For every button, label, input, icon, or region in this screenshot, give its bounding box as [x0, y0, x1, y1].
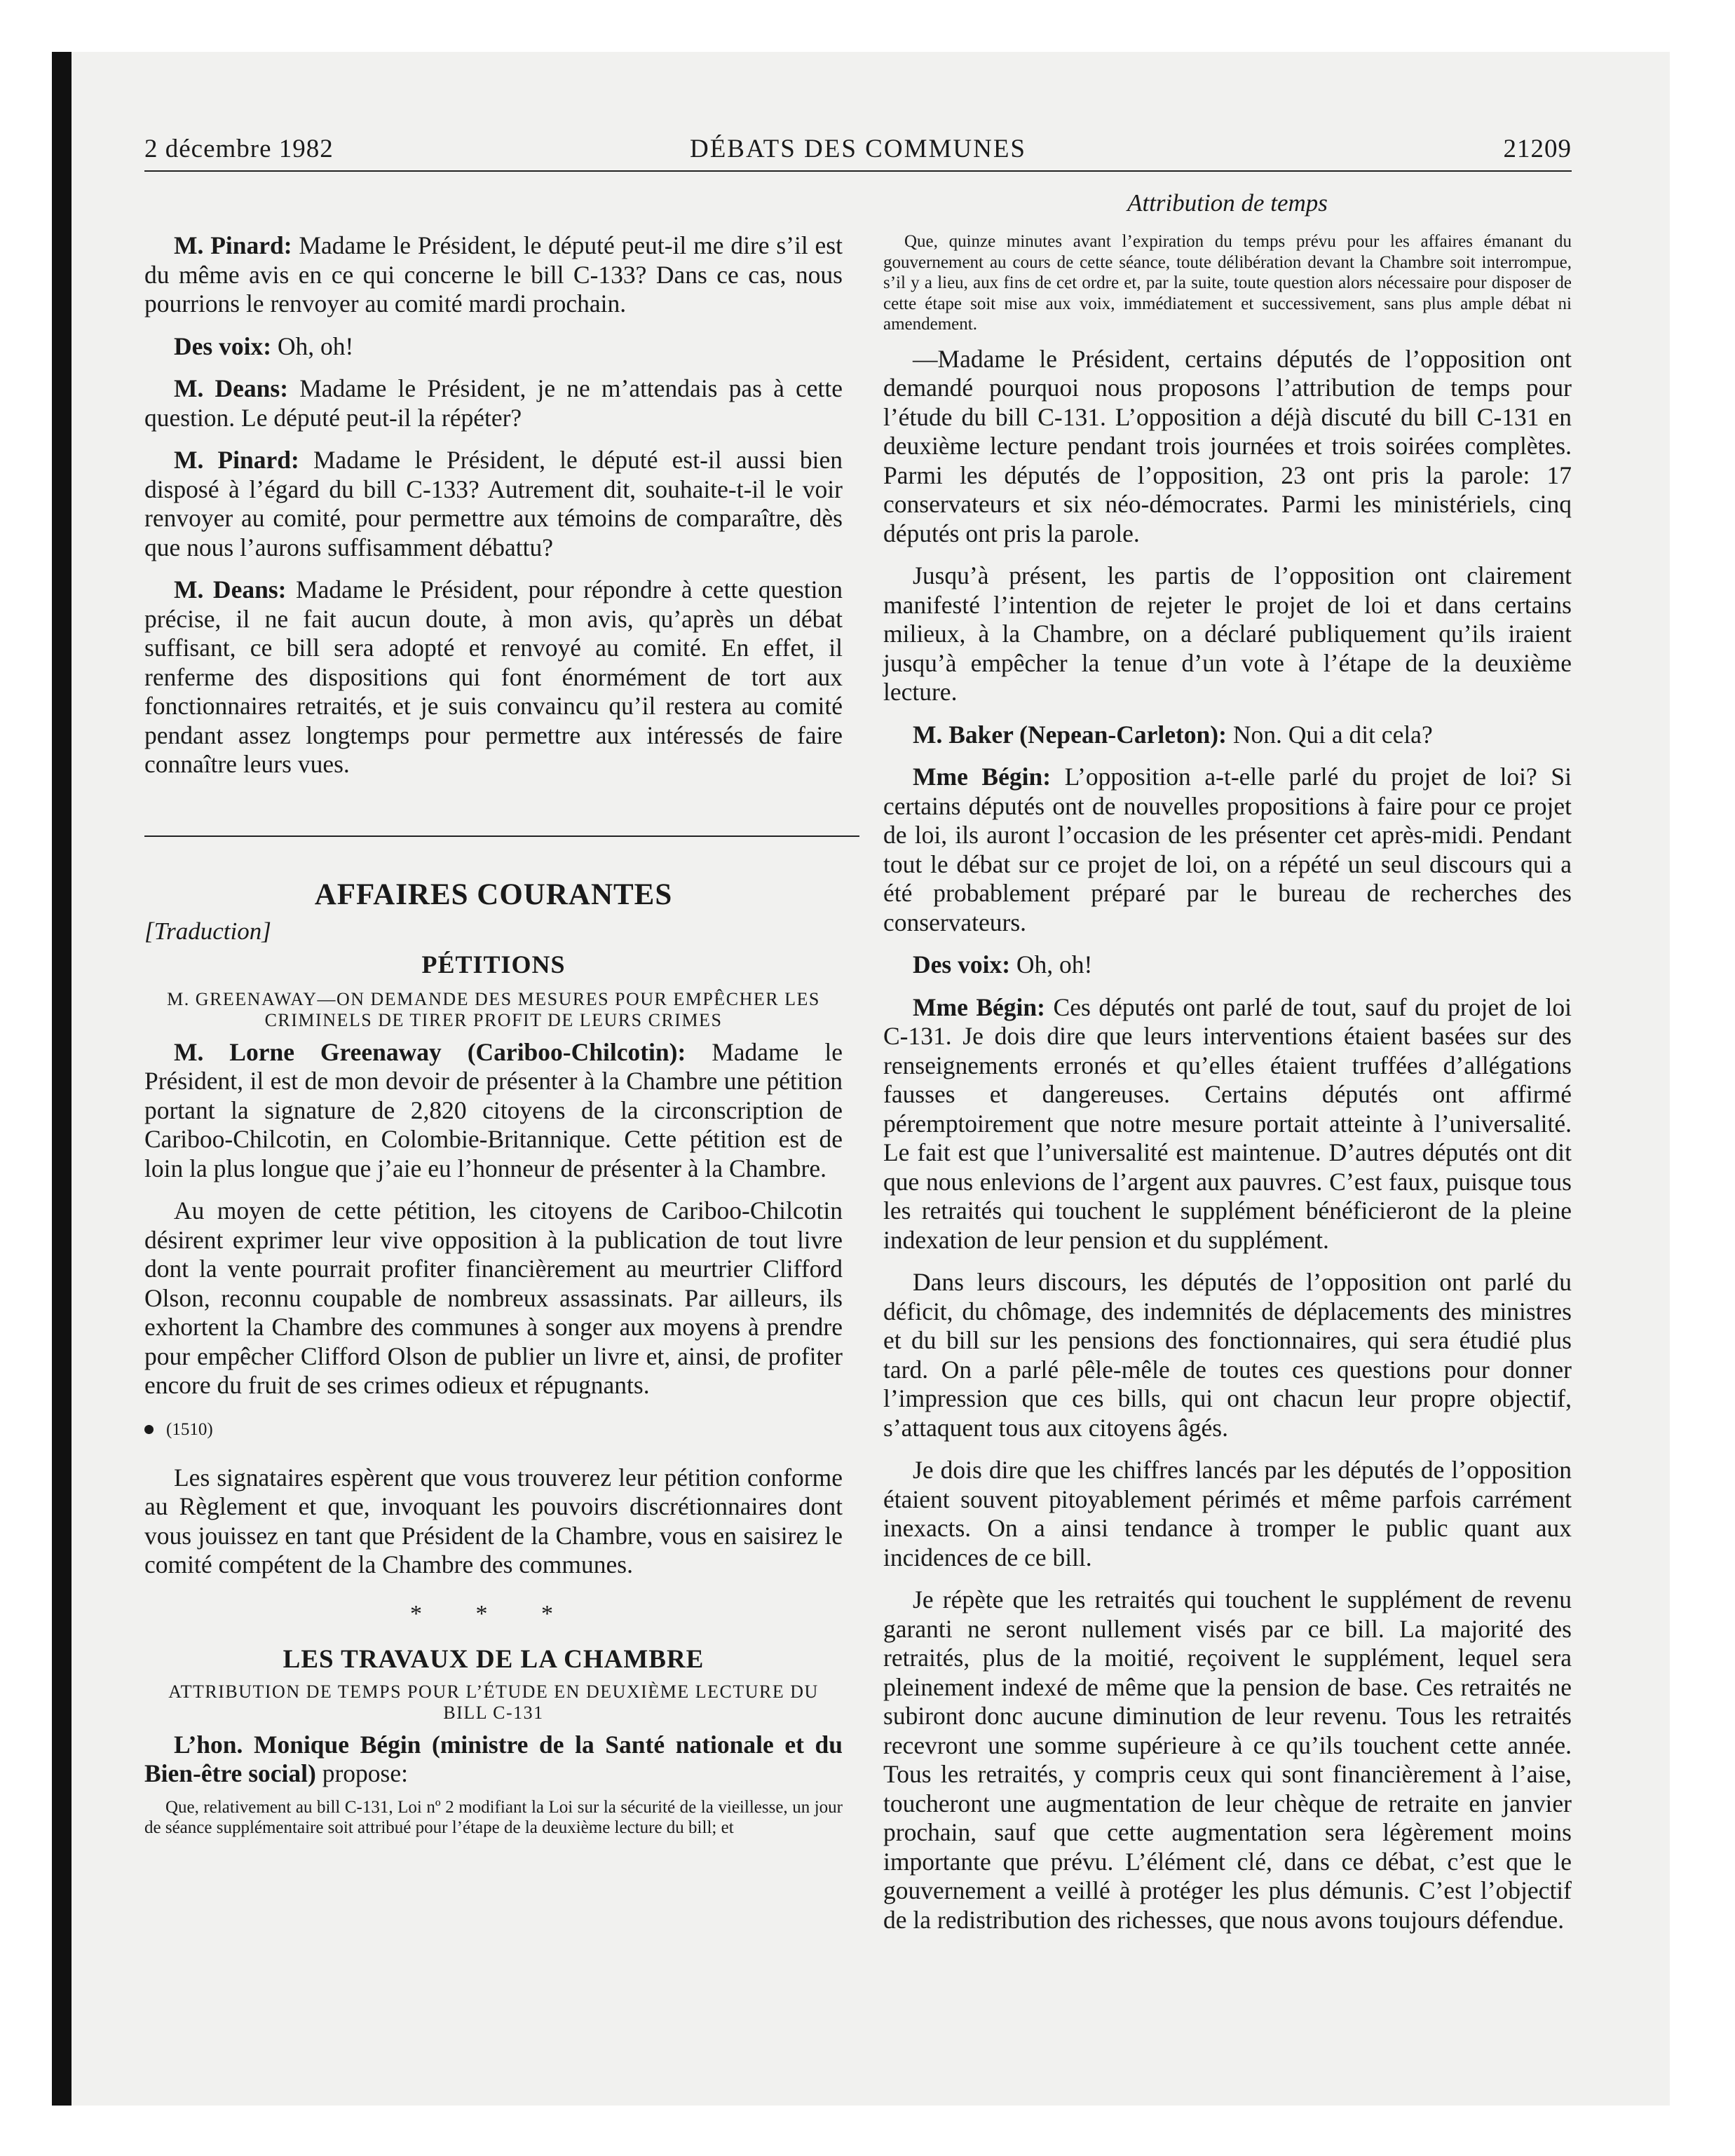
section-heading-travaux: LES TRAVAUX DE LA CHAMBRE: [283, 1644, 705, 1674]
paragraph: Je dois dire que les chiffres lancés par les députés de l’opposition étaient souvent pitoyablement périmés et même parfois carrément inexacts. On a ainsi tendance à tromper le public quant aux incidences de ce bill.: [883, 1456, 1572, 1571]
paragraph: [883, 950, 1572, 980]
paragraph: Dans leurs discours, les députés de l’opposition ont parlé du déficit, du chômage, des indemnités de déplacements des ministres et du bill sur les pensions des fonctionnaires, qui sera étudié plus tard. On a parlé pêle-mêle de toutes ces questions pour donner l’impression que ces bills, qui ont chacun leur propre objectif, s’attaquent tous aux citoyens âgés.: [883, 1268, 1572, 1442]
paragraph: [883, 763, 1572, 937]
motion-text: Que, quinze minutes avant l’expiration du temps prévu pour les affaires émanant du gouvernement au cours de cette séance, toute délibération devant la Chambre soit interrompue, s’il y a lieu, aux fins de cet ordre et, par la suite, toute question alors nécessaire pour disposer de cette étape soit mise aux voix, immédiatement et successivement, sans plus ample débat ni amendement.: [883, 232, 1572, 334]
paragraph: [144, 332, 843, 362]
paragraph: [144, 374, 843, 432]
paragraph: [144, 446, 843, 562]
header-title: DÉBATS DES COMMUNES: [689, 135, 1026, 163]
paragraph: [144, 1731, 843, 1789]
running-header: [144, 134, 1572, 172]
speech-text: Madame le Président, il est de mon devoir de présenter à la Chambre une pétition portant la signature de 2,820 citoyens de la circonscription de Cariboo-Chilcotin, en Colombie-Britannique. Cette pétition est de loin la plus longue que j’aie eu l’honneur de présenter à la Chambre.: [144, 1037, 843, 1182]
speaker: M. Deans:: [174, 575, 287, 603]
speaker: M. Lorne Greenaway (Cariboo-Chilcotin):: [174, 1037, 686, 1066]
speaker: Des voix:: [174, 332, 272, 360]
paragraph: [144, 1038, 843, 1184]
speaker: M. Deans:: [174, 374, 289, 402]
paragraph: Je répète que les retraités qui touchent le supplément de revenu garanti ne seront nullement visés par ce bill. La majorité des retraités, plus de la moitié, reçoivent le supplément, lequel sera pleinement indexé de même que la pension de base. Ces retraités ne subiront donc aucune diminution de leur revenu. Tous les retraités recevront une somme supérieure à ce qu’ils touchent cette année. Tous les retraités, y compris ceux qui sont financièrement à l’aise, toucheront une augmentation de leur chèque de retraite en janvier prochain, sauf que cette augmentation sera légèrement moins importante que prévu. L’élément clé, dans ce débat, c’est que le gouvernement a veillé à protéger les plus démunis. C’est l’objectif de la redistribution des richesses, que nous avons toujours défendue.: [883, 1585, 1572, 1934]
paragraph: Jusqu’à présent, les partis de l’opposition ont clairement manifesté l’intention de rejeter le projet de loi et dans certains milieux, à la Chambre, on a déclaré publiquement qu’ils iraient jusqu’à empêcher la tenue d’un vote à l’étape de la deuxième lecture.: [883, 561, 1572, 706]
speech-text: Non. Qui a dit cela?: [1226, 720, 1433, 749]
paragraph: [144, 231, 843, 319]
speech-text: Oh, oh!: [271, 332, 354, 360]
speaker: M. Pinard:: [174, 231, 292, 259]
paragraph: [883, 993, 1572, 1255]
speaker: M. Baker (Nepean-Carleton):: [913, 720, 1227, 749]
motion-text: Que, relativement au bill C-131, Loi nº 2 modifiant la Loi sur la sécurité de la vieillesse, un jour de séance supplémentaire soit attribué pour l’étape de la deuxième lecture du bill; et: [144, 1797, 843, 1837]
paragraph: Au moyen de cette pétition, les citoyens de Cariboo-Chilcotin désirent exprimer leur vive opposition à la publication de tout livre dont la vente pourrait profiter financièrement au meurtrier Clifford Olson, reconnu coupable de nombreux assassinats. Par ailleurs, ils exhortent la Chambre des communes à songer aux moyens à prendre pour empêcher Clifford Olson de publier un livre et, ainsi, de profiter encore du fruit de ses crimes odieux et répugnants.: [144, 1196, 843, 1399]
speech-text: Madame le Président, pour répondre à cette question précise, il ne fait aucun doute, à mon avis, qu’après un débat suffisant, ce bill sera adopté et renvoyé au comité. En effet, il renferme des dispositions qui font énormément de tort aux fonctionnaires retraités, et je suis convaincu qu’il restera au comité pendant assez longtemps pour permettre aux intéressés de faire connaître leurs vues.: [144, 575, 843, 778]
speech-text: Ces députés ont parlé de tout, sauf du projet de loi C-131. Je dois dire que leurs interventions étaient basées sur des renseignements erronés et qu’elles étaient truffées d’allégations fausses et dangereuses. Certains députés ont affirmé péremptoirement que notre mesure portait atteinte à l’universalité. Le fait est que l’universalité est maintenue. D’autres députés ont dit que nous enlevions de l’argent aux pauvres. C’est faux, puisque tous les retraités qui touchent le supplément bénéficieront de la pleine indexation de leur pension et du supplément.: [883, 992, 1572, 1254]
header-page-number: 21209: [1503, 135, 1572, 163]
paragraph: [883, 721, 1572, 750]
motion-title: ATTRIBUTION DE TEMPS POUR L’ÉTUDE EN DEUXIÈME LECTURE DU BILL C-131: [168, 1681, 819, 1723]
speech-text: propose:: [315, 1759, 408, 1787]
speaker: Des voix:: [913, 950, 1011, 978]
speaker: Mme Bégin:: [913, 763, 1052, 791]
section-separator-stars: * * *: [410, 1600, 577, 1627]
header-date: 2 décembre 1982: [144, 135, 334, 163]
bullet-icon: [144, 1425, 154, 1434]
speaker: L’hon. Monique Bégin (ministre de la Santé nationale et du Bien-être social): [144, 1730, 843, 1787]
binding-edge: [52, 52, 72, 2106]
section-divider: [144, 835, 859, 837]
timestamp: (1510): [166, 1419, 213, 1439]
right-column: [883, 189, 1572, 1948]
speaker: Mme Bégin:: [913, 992, 1045, 1021]
paragraph: Les signataires espèrent que vous trouverez leur pétition conforme au Règlement et que, invoquant les pouvoirs discrétionnaires dont vous jouissez en tant que Président de la Chambre, vous en saisirez le comité compétent de la Chambre des communes.: [144, 1463, 843, 1578]
subheading-petitions: PÉTITIONS: [421, 950, 566, 978]
speech-text: Madame le Président, le député est-il aussi bien disposé à l’égard du bill C-133? Autrement dit, souhaite-t-il le voir renvoyer au comité, pour permettre aux témoins de comparaître, dès que nous l’aurons suffisamment débattu?: [144, 446, 843, 561]
petition-title: M. GREENAWAY—ON DEMANDE DES MESURES POUR EMPÊCHER LES CRIMINELS DE TIRER PROFIT DE LEURS CRIMES: [167, 988, 820, 1030]
speech-text: Oh, oh!: [1010, 950, 1093, 978]
timestamp-marker: [144, 1420, 843, 1440]
speech-text: Madame le Président, je ne m’attendais pas à cette question. Le député peut-il la répéter?: [144, 374, 843, 432]
left-column: [144, 231, 843, 1838]
column-subtitle: Attribution de temps: [1127, 189, 1328, 217]
section-heading-affaires-courantes: AFFAIRES COURANTES: [314, 878, 673, 911]
paragraph: [144, 575, 843, 779]
speech-text: L’opposition a-t-elle parlé du projet de loi? Si certains députés ont de nouvelles propositions à faire pour ce projet de loi, ils auront l’occasion de les présenter cet après-midi. Pendant tout le débat sur ce projet de loi, on a répété un seul discours qui a été probablement préparé par le bureau de recherches des conservateurs.: [883, 763, 1572, 936]
translation-note: [Traduction]: [144, 917, 271, 945]
speaker: M. Pinard:: [174, 446, 299, 474]
speech-text: Madame le Président, le député peut-il me dire s’il est du même avis en ce qui concerne le bill C-133? Dans ce cas, nous pourrions le renvoyer au comité mardi prochain.: [144, 231, 843, 318]
paragraph: —Madame le Président, certains députés de l’opposition ont demandé pourquoi nous proposons l’attribution de temps pour l’étude du bill C-131. L’opposition a déjà discuté du bill C-131 en deuxième lecture pendant trois journées et trois soirées complètes. Parmi les députés de l’opposition, 23 ont pris la parole: 17 conservateurs et six néo-démocrates. Parmi les ministériels, cinq députés ont pris la parole.: [883, 344, 1572, 547]
